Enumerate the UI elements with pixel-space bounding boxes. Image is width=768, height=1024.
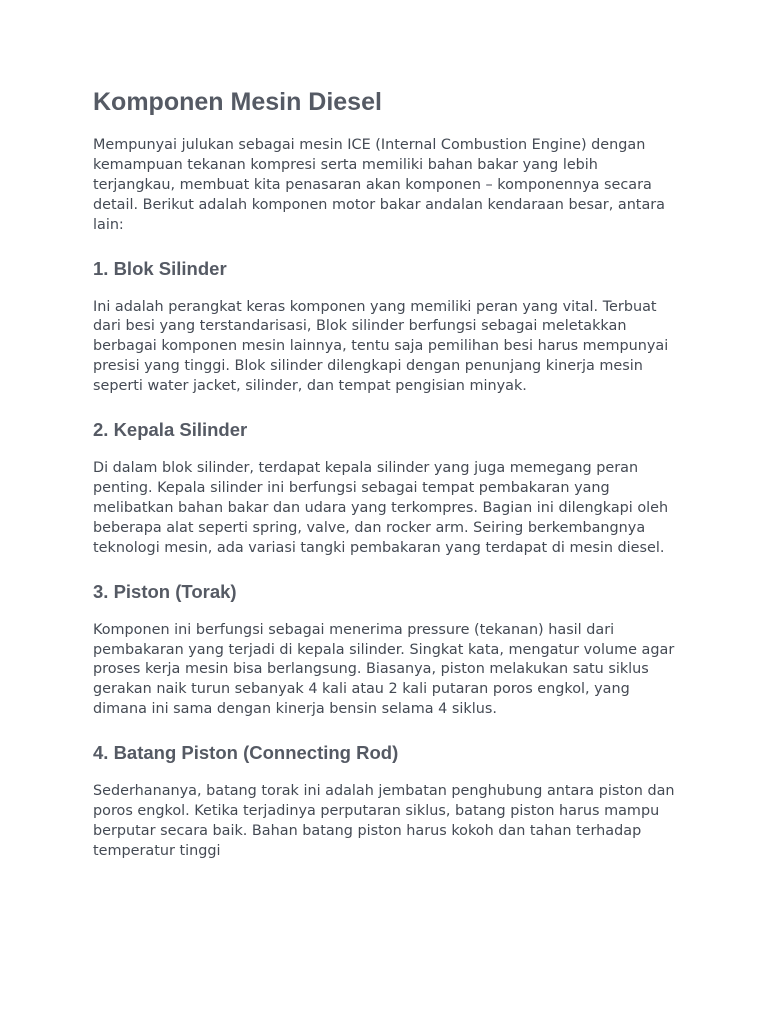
section-body-piston: Komponen ini berfungsi sebagai menerima pressure (tekanan) hasil dari pembakaran yang terjadi di kepala silinder. Singkat kata, mengatur volume agar proses kerja mesin bisa berlangsung. Biasanya, piston melakukan satu siklus gerakan naik turun sebanyak 4 kali atau 2 kali putaran poros engkol, yang dimana ini sama dengan kinerja bensin selama 4 siklus.	[93, 621, 675, 718]
page-title: Komponen Mesin Diesel	[93, 88, 382, 116]
section-heading-blok-silinder: 1. Blok Silinder	[93, 257, 227, 279]
section-heading-kepala-silinder: 2. Kepala Silinder	[93, 419, 248, 441]
section-heading-batang-piston: 4. Batang Piston (Connecting Rod)	[93, 742, 399, 764]
section-body-blok-silinder: Ini adalah perangkat keras komponen yang memiliki peran yang vital. Terbuat dari besi yang terstandarisasi, Blok silinder berfungsi sebagai meletakkan berbagai komponen mesin lainnya, tentu saja pemilihan besi harus mempunyai presisi yang tinggi. Blok silinder dilengkapi dengan penunjang kinerja mesin seperti water jacket, silinder, dan tempat pengisian minyak.	[93, 298, 669, 395]
document-page	[93, 86, 683, 862]
section-body-batang-piston: Sederhananya, batang torak ini adalah jembatan penghubung antara piston dan poros engkol. Ketika terjadinya perputaran siklus, batang piston harus mampu berputar secara baik. Bahan batang piston harus kokoh dan tahan terhadap temperatur tinggi	[93, 783, 675, 859]
section-heading-piston: 3. Piston (Torak)	[93, 580, 237, 602]
section-body-kepala-silinder: Di dalam blok silinder, terdapat kepala silinder yang juga memegang peran penting. Kepala silinder ini berfungsi sebagai tempat pembakaran yang melibatkan bahan bakar dan udara yang terkompres. Bagian ini dilengkapi oleh beberapa alat seperti spring, valve, dan rocker arm. Seiring berkembangnya teknologi mesin, ada variasi tangki pembakaran yang terdapat di mesin diesel.	[93, 460, 669, 556]
intro-paragraph: Mempunyai julukan sebagai mesin ICE (Internal Combustion Engine) dengan kemampuan tekanan kompresi serta memiliki bahan bakar yang lebih terjangkau, membuat kita penasaran akan komponen – komponennya secara detail. Berikut adalah komponen motor bakar andalan kendaraan besar, antara lain:	[93, 137, 666, 233]
